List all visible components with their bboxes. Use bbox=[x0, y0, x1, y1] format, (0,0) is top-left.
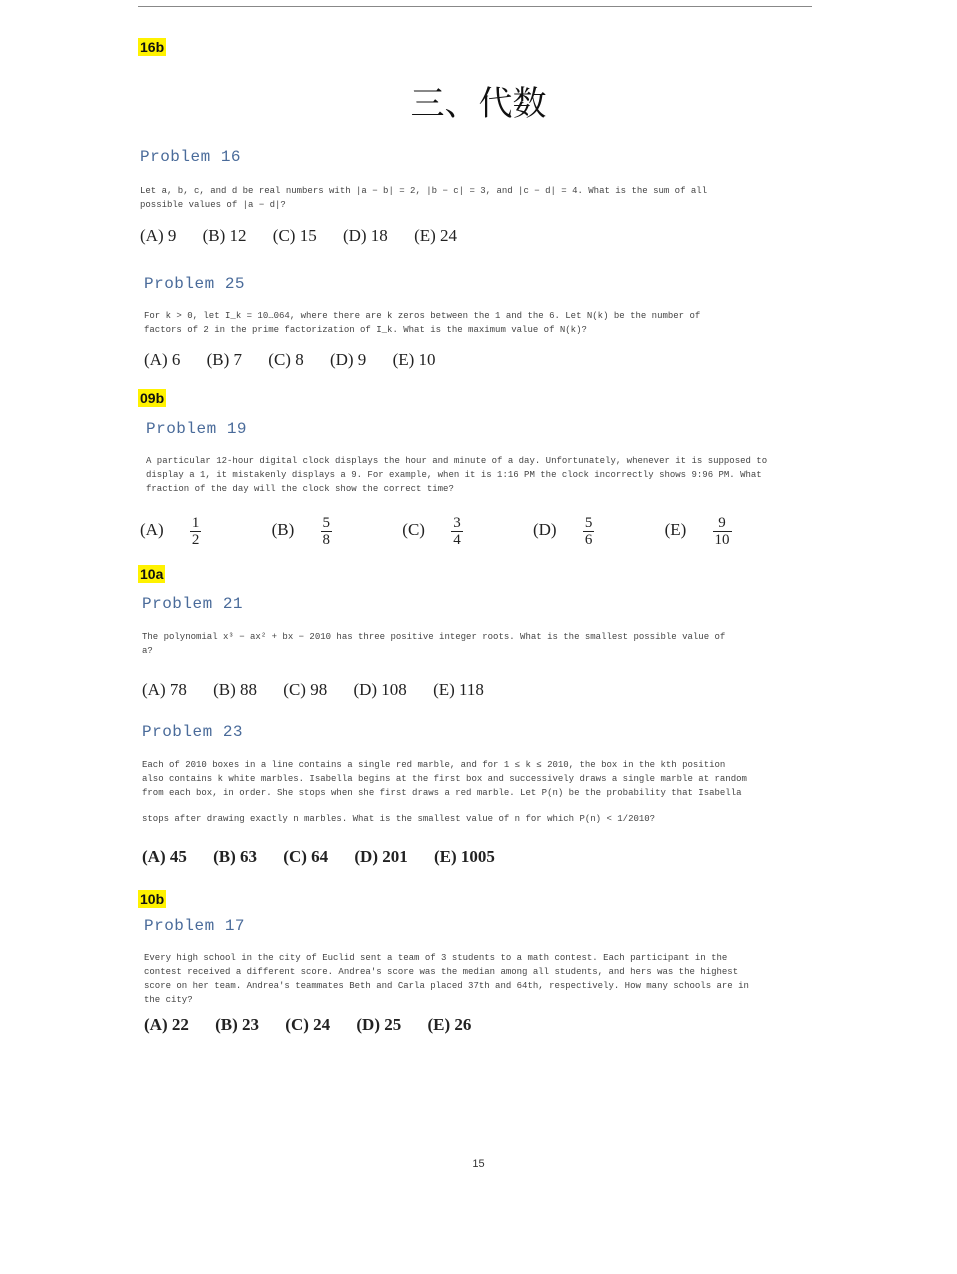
problem-title: Problem 17 bbox=[144, 917, 246, 935]
choice: (A) 78 bbox=[142, 680, 187, 699]
stem-line: possible values of |a − d|? bbox=[140, 200, 286, 210]
choice: (C) 24 bbox=[285, 1015, 331, 1034]
problem-title: Problem 25 bbox=[144, 275, 246, 293]
choice: (E) 1005 bbox=[434, 847, 495, 866]
problem-title: Problem 16 bbox=[140, 148, 242, 166]
fraction bbox=[321, 515, 355, 548]
numerator: 5 bbox=[322, 515, 331, 531]
choice: (A) 22 bbox=[144, 1015, 189, 1034]
choice: (E) 24 bbox=[414, 226, 458, 245]
stem-line: For k > 0, let I_k = 10…064, where there are k zeros between the 1 and the 6. Let N(k) be the number of bbox=[144, 311, 701, 321]
denominator: 6 bbox=[584, 532, 593, 548]
choice: (D) 201 bbox=[354, 847, 408, 866]
stem-line: score on her team. Andrea's teammates Beth and Carla placed 37th and 64th, respectively. How many schools are in bbox=[144, 981, 749, 991]
tag-10b: 10b bbox=[140, 891, 165, 907]
choice: (A) 45 bbox=[142, 847, 187, 866]
choice: (D) 108 bbox=[353, 680, 407, 699]
choice: (C) 64 bbox=[283, 847, 329, 866]
numerator: 9 bbox=[713, 515, 732, 532]
choice-label: (B) bbox=[271, 520, 295, 540]
choice: (B) 12 bbox=[202, 226, 247, 245]
stem-line: Each of 2010 boxes in a line contains a single red marble, and for 1 ≤ k ≤ 2010, the box in the kth position bbox=[142, 760, 726, 770]
stem-line: stops after drawing exactly n marbles. What is the smallest value of n for which P(n) < 1/2010? bbox=[142, 814, 656, 824]
problem-stem bbox=[144, 951, 749, 1007]
choice: (A) 6 bbox=[144, 350, 181, 369]
choice: (E) 118 bbox=[433, 680, 484, 699]
problem-stem bbox=[142, 758, 747, 826]
answer-choices bbox=[142, 680, 506, 700]
header-rule bbox=[138, 6, 812, 7]
choice: (B) 7 bbox=[206, 350, 243, 369]
choice-label: (E) bbox=[664, 520, 687, 540]
answer-choices bbox=[144, 1015, 493, 1035]
stem-line: from each box, in order. She stops when she first draws a red marble. Let P(n) be the probability that Isabella bbox=[142, 788, 742, 798]
denominator: 10 bbox=[714, 532, 730, 548]
problem-title: Problem 23 bbox=[142, 723, 244, 741]
choice: (D) 18 bbox=[342, 226, 388, 245]
choice: (B) 88 bbox=[213, 680, 258, 699]
choice bbox=[140, 515, 245, 548]
fraction bbox=[190, 515, 224, 548]
choice-label: (C) bbox=[402, 520, 425, 540]
problem-title: Problem 21 bbox=[142, 595, 244, 613]
answer-choices bbox=[140, 515, 798, 548]
choice: (B) 63 bbox=[213, 847, 258, 866]
choice: (E) 10 bbox=[392, 350, 436, 369]
denominator: 2 bbox=[191, 532, 200, 548]
page-title: 三、代数 bbox=[410, 84, 547, 124]
answer-choices bbox=[144, 350, 458, 370]
stem-line: also contains k white marbles. Isabella begins at the first box and successively draws a single marble at random bbox=[142, 774, 747, 784]
problem-stem bbox=[140, 184, 707, 212]
tag-10a: 10a bbox=[140, 566, 164, 582]
choice: (C) 8 bbox=[268, 350, 304, 369]
stem-line: factors of 2 in the prime factorization of I_k. What is the maximum value of N(k)? bbox=[144, 325, 587, 335]
stem-line: A particular 12-hour digital clock displays the hour and minute of a day. Unfortunately, whenever it is supposed to bbox=[146, 456, 768, 466]
answer-choices bbox=[140, 226, 479, 246]
choice bbox=[402, 515, 506, 548]
fraction bbox=[583, 515, 617, 548]
stem-line: The polynomial x³ − ax² + bx − 2010 has three positive integer roots. What is the smallest possible value of bbox=[142, 632, 726, 642]
tag-09b: 09b bbox=[140, 390, 165, 406]
stem-line: the city? bbox=[144, 995, 193, 1005]
tag-16b: 16b bbox=[140, 39, 165, 55]
choice: (E) 26 bbox=[427, 1015, 472, 1034]
stem-line: contest received a different score. Andrea's score was the median among all students, and hers was the highest bbox=[144, 967, 739, 977]
stem-line: fraction of the day will the clock show the correct time? bbox=[146, 484, 454, 494]
choice-label: (D) bbox=[532, 520, 557, 540]
choice: (D) 9 bbox=[329, 350, 367, 369]
fraction bbox=[713, 515, 754, 548]
numerator: 5 bbox=[584, 515, 593, 531]
denominator: 8 bbox=[322, 532, 331, 548]
problem-stem bbox=[144, 309, 700, 337]
choice: (B) 23 bbox=[215, 1015, 260, 1034]
problem-stem bbox=[146, 454, 767, 496]
choice: (A) 9 bbox=[140, 226, 177, 245]
answer-choices bbox=[142, 847, 517, 867]
problem-title: Problem 19 bbox=[146, 420, 248, 438]
stem-line: a? bbox=[142, 646, 153, 656]
choice: (C) 15 bbox=[272, 226, 317, 245]
page-number: 15 bbox=[472, 1158, 485, 1170]
choice-label: (A) bbox=[140, 520, 164, 540]
numerator: 1 bbox=[191, 515, 200, 531]
choice: (C) 98 bbox=[283, 680, 328, 699]
stem-line: Let a, b, c, and d be real numbers with |a − b| = 2, |b − c| = 3, and |c − d| = 4. What is the sum of all bbox=[140, 186, 708, 196]
fraction bbox=[451, 515, 485, 548]
choice bbox=[271, 515, 376, 548]
problem-stem bbox=[142, 630, 725, 658]
choice bbox=[532, 515, 638, 548]
choice: (D) 25 bbox=[356, 1015, 402, 1034]
denominator: 4 bbox=[453, 532, 461, 548]
stem-line: display a 1, it mistakenly displays a 9. For example, when it is 1:16 PM the clock incorrectly shows 9:96 PM. What bbox=[146, 470, 762, 480]
stem-line: Every high school in the city of Euclid sent a team of 3 students to a math contest. Each participant in the bbox=[144, 953, 728, 963]
choice bbox=[664, 515, 776, 548]
numerator: 3 bbox=[453, 515, 461, 531]
